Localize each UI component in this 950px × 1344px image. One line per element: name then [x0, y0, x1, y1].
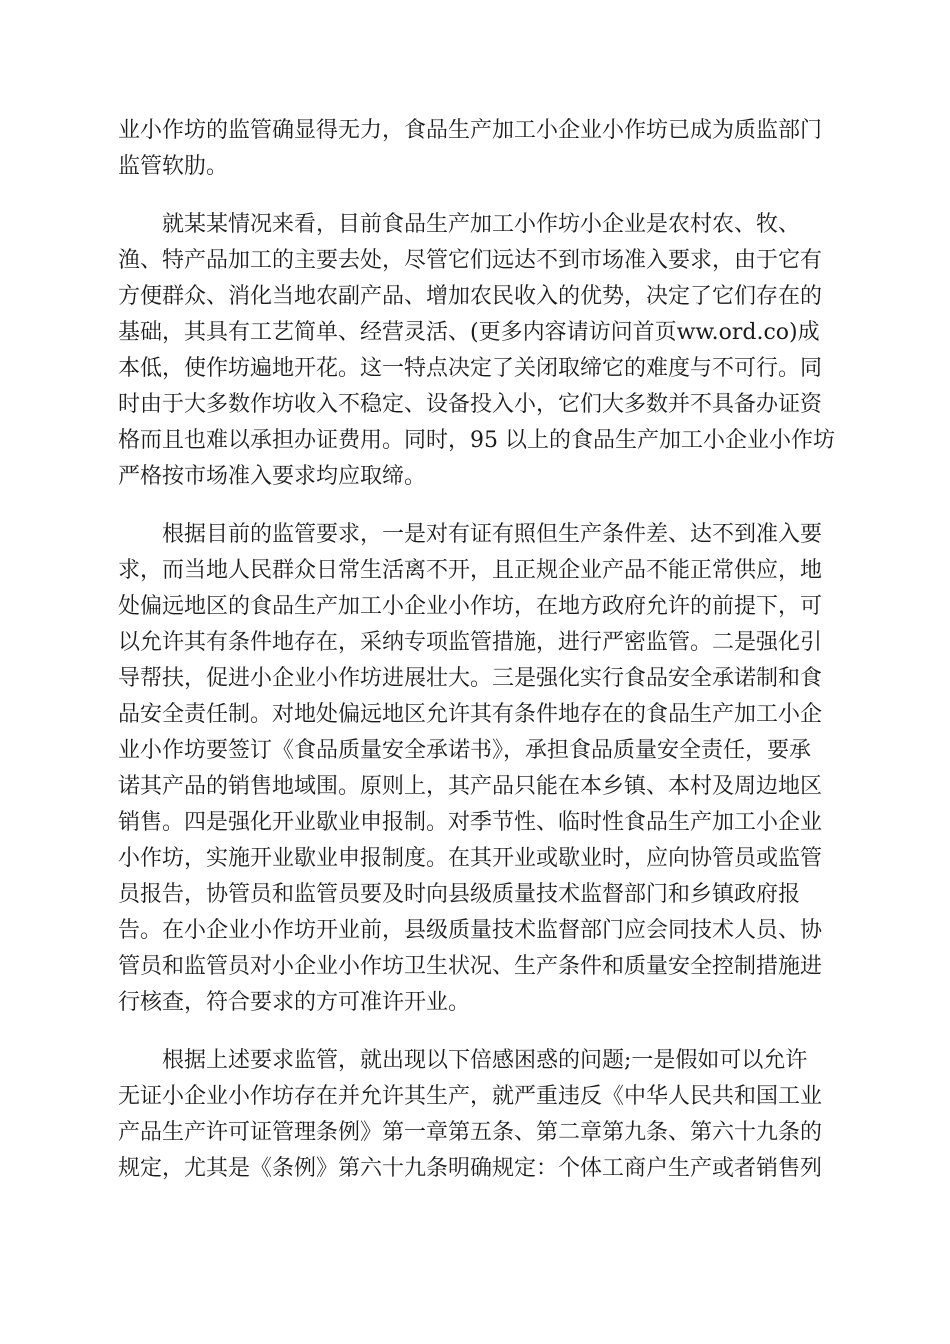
text-line: 员报告，协管员和监管员要及时向县级质量技术监督部门和乡镇政府报	[118, 882, 801, 907]
text-line: 管员和监管员对小企业小作坊卫生状况、生产条件和质量安全控制措施进	[118, 954, 823, 979]
text-line: 根据目前的监管要求，一是对有证有照但生产条件差、达不到准入要	[118, 522, 823, 547]
text-line: 本低，使作坊遍地开花。这一特点决定了关闭取缔它的难度与不可行。同	[118, 356, 823, 381]
text-line: 就某某情况来看，目前食品生产加工小作坊小企业是农村农、牧、	[118, 212, 801, 237]
text-line: 销售。四是强化开业歇业申报制。对季节性、临时性食品生产加工小企业	[118, 810, 823, 835]
text-line: 品安全责任制。对地处偏远地区允许其有条件地存在的食品生产加工小企	[118, 702, 823, 727]
text-line: 行核查，符合要求的方可准许开业。	[118, 990, 471, 1015]
paragraph-1	[118, 113, 838, 185]
text-line: 严格按市场准入要求均应取缔。	[118, 464, 427, 489]
text-line: 以允许其有条件地存在，采纳专项监管措施，进行严密监管。二是强化引	[118, 630, 823, 655]
paragraph-4	[118, 1043, 838, 1187]
text-line: 渔、特产品加工的主要去处，尽管它们远达不到市场准入要求，由于它有	[118, 248, 823, 273]
text-line: 无证小企业小作坊存在并允许其生产，就严重违反《中华人民共和国工业	[118, 1084, 823, 1109]
text-line: 产品生产许可证管理条例》第一章第五条、第二章第九条、第六十九条的	[118, 1120, 823, 1145]
text-line: 业小作坊的监管确显得无力，食品生产加工小企业小作坊已成为质监部门	[118, 118, 823, 143]
document-body	[118, 113, 838, 1209]
text-line: 处偏远地区的食品生产加工小企业小作坊，在地方政府允许的前提下，可	[118, 594, 823, 619]
text-line: 业小作坊要签订《食品质量安全承诺书》，承担食品质量安全责任，要承	[118, 738, 812, 763]
text-line: 时由于大多数作坊收入不稳定、设备投入小，它们大多数并不具备办证资	[118, 392, 823, 417]
text-line: 规定，尤其是《条例》第六十九条明确规定：个体工商户生产或者销售列	[118, 1156, 823, 1181]
text-line: 格而且也难以承担办证费用。同时，95 以上的食品生产加工小企业小作坊	[118, 428, 835, 453]
text-line: 导帮扶，促进小企业小作坊进展壮大。三是强化实行食品安全承诺制和食	[118, 666, 823, 691]
text-line: 基础，其具有工艺简单、经营灵活、(更多内容请访问首页ww.ord.co)成	[118, 320, 820, 345]
text-line: 监管软肋。	[118, 154, 229, 179]
text-line: 小作坊，实施开业歇业申报制度。在其开业或歇业时，应向协管员或监管	[118, 846, 823, 871]
text-line: 方便群众、消化当地农副产品、增加农民收入的优势，决定了它们存在的	[118, 284, 823, 309]
text-line: 求，而当地人民群众日常生活离不开，且正规企业产品不能正常供应，地	[118, 558, 823, 583]
text-line: 告。在小企业小作坊开业前，县级质量技术监督部门应会同技术人员、协	[118, 918, 823, 943]
paragraph-2	[118, 207, 838, 495]
paragraph-3	[118, 517, 838, 1021]
text-line: 根据上述要求监管，就出现以下倍感困惑的问题;一是假如可以允许	[118, 1048, 808, 1073]
text-line: 诺其产品的销售地域围。原则上，其产品只能在本乡镇、本村及周边地区	[118, 774, 823, 799]
